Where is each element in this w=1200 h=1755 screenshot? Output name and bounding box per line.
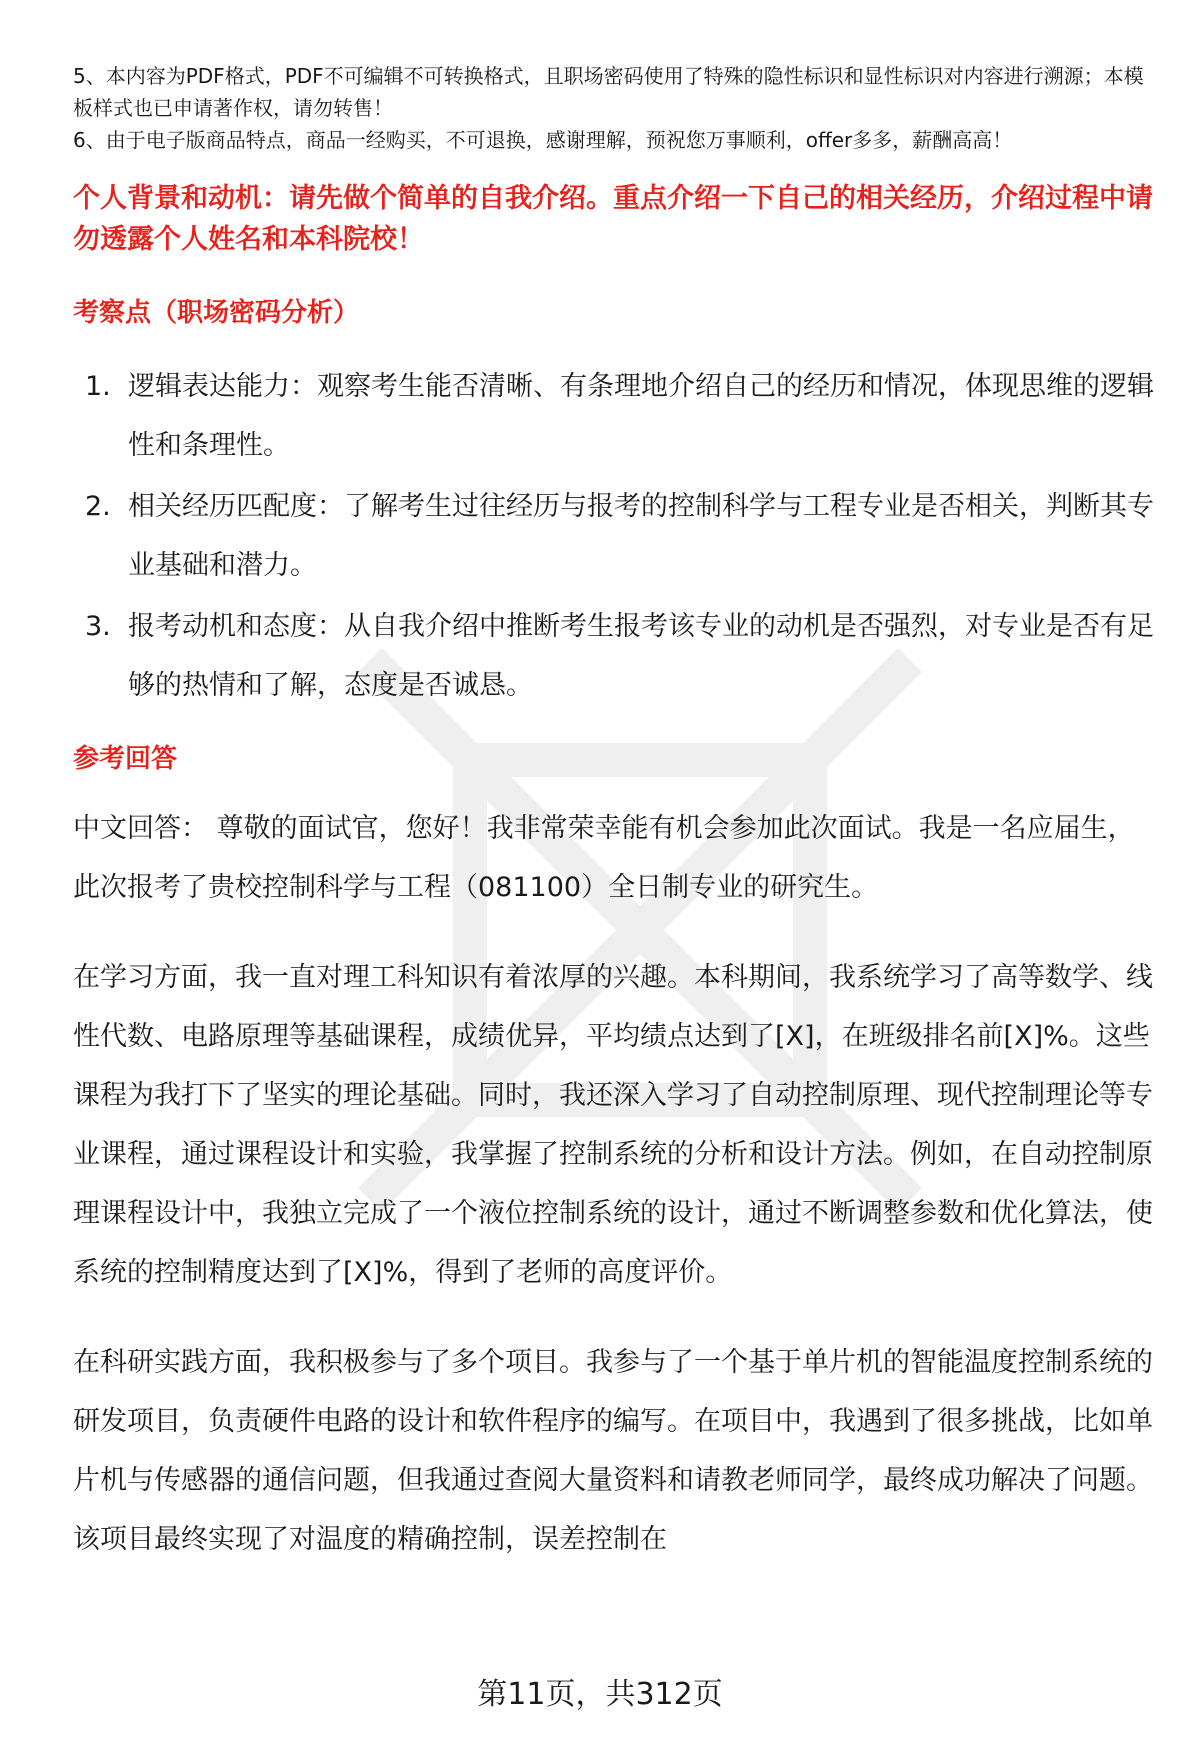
point-number: 3. [85,611,111,642]
answer-paragraph-research: 在科研实践方面，我积极参与了多个项目。我参与了一个基于单片机的智能温度控制系统的研发项目，负责硬件电路的设计和软件程序的编写。在项目中，我遇到了很多挑战，比如单片机与传感器的通信问题，但我通过查阅大量资料和请教老师同学，最终成功解决了问题。该项目最终实现了对温度的精确控制，误差控制在 [73,1347,1153,1555]
interview-question: 个人背景和动机：请先做个简单的自我介绍。重点介绍一下自己的相关经历，介绍过程中请勿透露个人姓名和本科院校！ [73,183,1153,255]
notice-item-6: 6、由于电子版商品特点，商品一经购买，不可退换，感谢理解，预祝您万事顺利，offer多多，薪酬高高！ [73,128,1013,152]
answer-title: 参考回答 [73,744,178,774]
point-text: 报考动机和态度：从自我介绍中推断考生报考该专业的动机是否强烈，对专业是否有足够的热情和了解，态度是否诚恳。 [128,611,1154,701]
analysis-points [73,357,1158,715]
point-number: 2. [85,491,111,522]
point-number: 1. [85,371,111,402]
answer-body [73,799,1158,1569]
analysis-point [73,597,1158,715]
analysis-point [73,357,1158,475]
notice-item-5: 5、本内容为PDF格式，PDF不可编辑不可转换格式，且职场密码使用了特殊的隐性标识和显性标识对内容进行溯源；本模板样式也已申请著作权，请勿转售！ [73,64,1144,120]
analysis-point [73,477,1158,595]
answer-paragraph-study: 在学习方面，我一直对理工科知识有着浓厚的兴趣。本科期间，我系统学习了高等数学、线性代数、电路原理等基础课程，成绩优异，平均绩点达到了[X]，在班级排名前[X]%。这些课程为我打下了坚实的理论基础。同时，我还深入学习了自动控制原理、现代控制理论等专业课程，通过课程设计和实验，我掌握了控制系统的分析和设计方法。例如，在自动控制原理课程设计中，我独立完成了一个液位控制系统的设计，通过不断调整参数和优化算法，使系统的控制精度达到了[X]%，得到了老师的高度评价。 [73,962,1153,1288]
document-page [73,60,1158,1569]
notice-block [73,60,1158,156]
page-number-footer: 第11页，共312页 [477,1677,723,1712]
point-text: 相关经历匹配度：了解考生过往经历与报考的控制科学与工程专业是否相关，判断其专业基础和潜力。 [128,491,1154,581]
answer-paragraph-intro: 中文回答： 尊敬的面试官，您好！我非常荣幸能有机会参加此次面试。我是一名应届生，此次报考了贵校控制科学与工程（081100）全日制专业的研究生。 [73,813,1135,903]
point-text: 逻辑表达能力：观察考生能否清晰、有条理地介绍自己的经历和情况，体现思维的逻辑性和条理性。 [128,371,1154,461]
analysis-title: 考察点（职场密码分析） [73,298,360,328]
